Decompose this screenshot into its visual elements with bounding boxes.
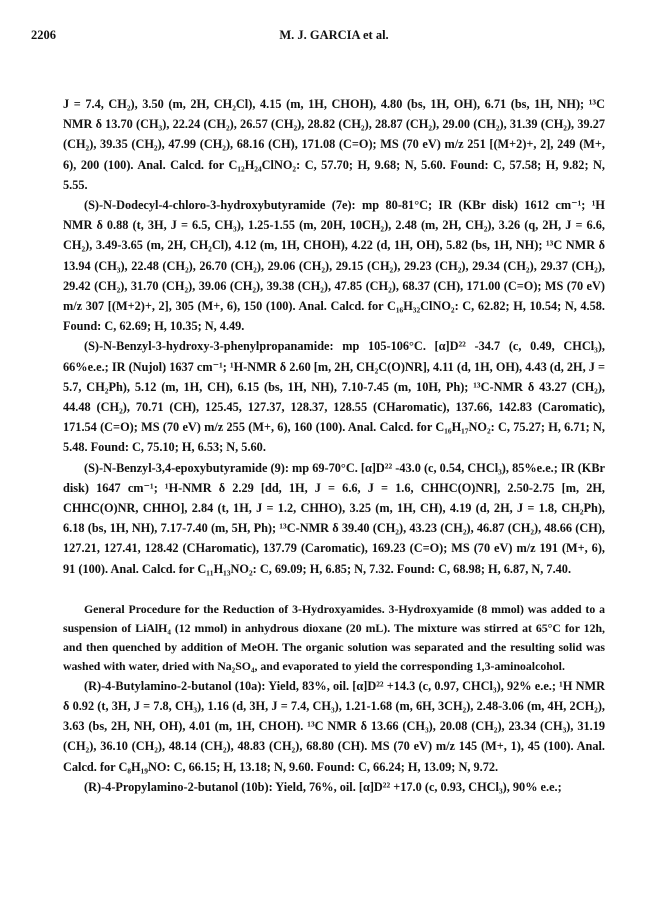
paragraph-9 bbox=[63, 458, 605, 579]
compound-name: (S)-N-Benzyl-3-hydroxy-3-phenylpropanamide: bbox=[84, 339, 334, 354]
paragraph-7e bbox=[63, 195, 605, 336]
paragraph-text: Yield, 76%, oil. [α]D²² +17.0 (c, 0.93, CHCl₃), 90% e.e.; bbox=[275, 779, 562, 794]
paragraph-7d-data bbox=[63, 94, 605, 195]
compound-name: (R)-4-Propylamino-2-butanol (10b): bbox=[84, 779, 273, 794]
paragraph-text: J = 7.4, CH₂), 3.50 (m, 2H, CH₂Cl), 4.15 (m, 1H, CHOH), 4.80 (bs, 1H, OH), 6.71 (bs, 1H, NH); ¹³C NMR δ 13.70 (CH₃), 22.24 (CH₂), 26.57 (CH₂), 28.82 (CH₂), 28.87 (CH₂), 29.00 (CH₂), 31.39 (CH₂), 39.27 (CH₂), 39.35 (CH₂), 47.99 (CH₂), 68.16 (CH), 171.08 (C=O); MS (70 eV) m/z 251 [(M+2)+, 2], 249 (M+, 6), 200 (100). Anal. Calcd. for C₁₂H₂₄ClNO₂: C, 57.70; H, 9.68; N, 5.60. Found: C, 57.58; H, 9.82; N, 5.55. bbox=[63, 97, 605, 192]
paragraph-text: mp 69-70°C. [α]D²² -43.0 (c, 0.54, CHCl₃), 85%e.e.; IR (KBr disk) 1647 cm⁻¹; ¹H-NMR δ 2.29 [dd, 1H, J = 6.6, J = 1.6, CHHC(O)NR], 2.50-2.75 [m, 2H, CHHC(O)NR, CHHO], 2.84 (t, 1H, J = 1.2, CHHO), 3.25 (m, 1H, CH), 4.19 (d, 2H, J = 1.8, CH₂Ph), 6.18 (bs, 1H, NH), 7.17-7.40 (m, 5H, Ph); ¹³C-NMR δ 39.40 (CH₂), 43.23 (CH₂), 46.87 (CH₂), 48.66 (CH), 127.21, 127.41, 128.42 (CHaromatic), 137.79 (Caromatic), 169.23 (C=O); MS (70 eV) m/z 191 (M+, 6), 91 (100). Anal. Calcd. for C₁₁H₁₃NO₂: C, 69.09; H, 6.85; N, 7.32. Found: C, 68.98; H, 6.87, N, 7.40. bbox=[63, 460, 605, 576]
running-header bbox=[31, 28, 637, 46]
main-text bbox=[63, 94, 605, 797]
paragraph-10a bbox=[63, 676, 605, 777]
page-number: 2206 bbox=[31, 28, 56, 42]
section-gap bbox=[63, 579, 605, 600]
paragraph-general-procedure bbox=[63, 600, 605, 676]
paragraph-10b bbox=[63, 777, 605, 797]
section-heading: General Procedure for the Reduction of 3-Hydroxyamides. bbox=[84, 601, 385, 616]
paragraph-benzyl-hydroxy-amide bbox=[63, 336, 605, 457]
compound-name: (R)-4-Butylamino-2-butanol (10a): bbox=[84, 678, 266, 693]
running-head: M. J. GARCIA et al. bbox=[279, 28, 389, 42]
paragraph-text: mp 80-81°C; IR (KBr disk) 1612 cm⁻¹; ¹H NMR δ 0.88 (t, 3H, J = 6.5, CH₃), 1.25-1.55 (m, 20H, 10CH₂), 2.48 (m, 2H, CH₂), 3.26 (q, 2H, J = 6.6, CH₂), 3.49-3.65 (m, 2H, CH₂Cl), 4.12 (m, 1H, CHOH), 4.22 (d, 1H, OH), 5.82 (bs, 1H, NH); ¹³C NMR δ 13.94 (CH₃), 22.48 (CH₂), 26.70 (CH₂), 29.06 (CH₂), 29.15 (CH₂), 29.23 (CH₂), 29.34 (CH₂), 29.37 (CH₂), 29.42 (CH₂), 31.70 (CH₂), 39.06 (CH₂), 39.38 (CH₂), 47.85 (CH₂), 68.37 (CH), 171.00 (C=O); MS (70 eV) m/z 307 [(M+2)+, 2], 305 (M+, 6), 150 (100). Anal. Calcd. for C₁₆H₃₂ClNO₂: C, 62.82; H, 10.54; N, 4.58. Found: C, 62.69; H, 10.35; N, 4.49. bbox=[63, 198, 605, 334]
compound-name: (S)-N-Dodecyl-4-chloro-3-hydroxybutyramide (7e): bbox=[84, 198, 356, 213]
compound-name: (S)-N-Benzyl-3,4-epoxybutyramide (9): bbox=[84, 460, 289, 475]
paragraph-text: Yield, 83%, oil. [α]D²² +14.3 (c, 0.97, CHCl₃), 92% e.e.; ¹H NMR δ 0.92 (t, 3H, J = 7.8, CH₃), 1.16 (d, 3H, J = 7.4, CH₃), 1.21-1.68 (m, 6H, 3CH₂), 2.48-3.06 (m, 4H, 2CH₂), 3.63 (bs, 2H, NH, OH), 4.01 (m, 1H, CHOH). ¹³C NMR δ 13.66 (CH₃), 20.08 (CH₂), 23.34 (CH₃), 31.19 (CH₂), 36.10 (CH₂), 48.14 (CH₂), 48.83 (CH₂), 68.80 (CH). MS (70 eV) m/z 145 (M+, 1), 45 (100). Anal. Calcd. for C₈H₁₉NO: C, 66.15; H, 13.18; N, 9.60. Found: C, 66.24; H, 13.09; N, 9.72. bbox=[63, 678, 605, 774]
paragraph-text: mp 105-106°C. [α]D²² -34.7 (c, 0.49, CHCl₃), 66%e.e.; IR (Nujol) 1637 cm⁻¹; ¹H-NMR δ 2.60 [m, 2H, CH₂C(O)NR], 4.11 (d, 1H, OH), 4.43 (d, 2H, J = 5.7, CH₂Ph), 5.12 (m, 1H, CH), 6.15 (bs, 1H, NH), 7.10-7.45 (m, 10H, Ph); ¹³C-NMR δ 43.27 (CH₂), 44.48 (CH₂), 70.71 (CH), 125.45, 127.37, 128.37, 128.55 (CHaromatic), 137.66, 142.83 (Caromatic), 171.54 (C=O); MS (70 eV) m/z 255 (M+, 6), 160 (100). Anal. Calcd. for C₁₆H₁₇NO₂: C, 75.27; H, 6.71; N, 5.48. Found: C, 75.10; H, 6.53; N, 5.60. bbox=[63, 339, 605, 455]
paragraph-text: 3-Hydroxyamide (8 mmol) was added to a suspension of LiAlH₄ (12 mmol) in anhydrous dioxane (20 mL). The mixture was stirred at 65°C for 12h, and then quenched by addition of MeOH. The organic solution was separated and the resulting solid was washed with water, dried with Na₂SO₄, and evaporated to yield the corresponding 1,3-aminoalcohol. bbox=[63, 601, 606, 673]
